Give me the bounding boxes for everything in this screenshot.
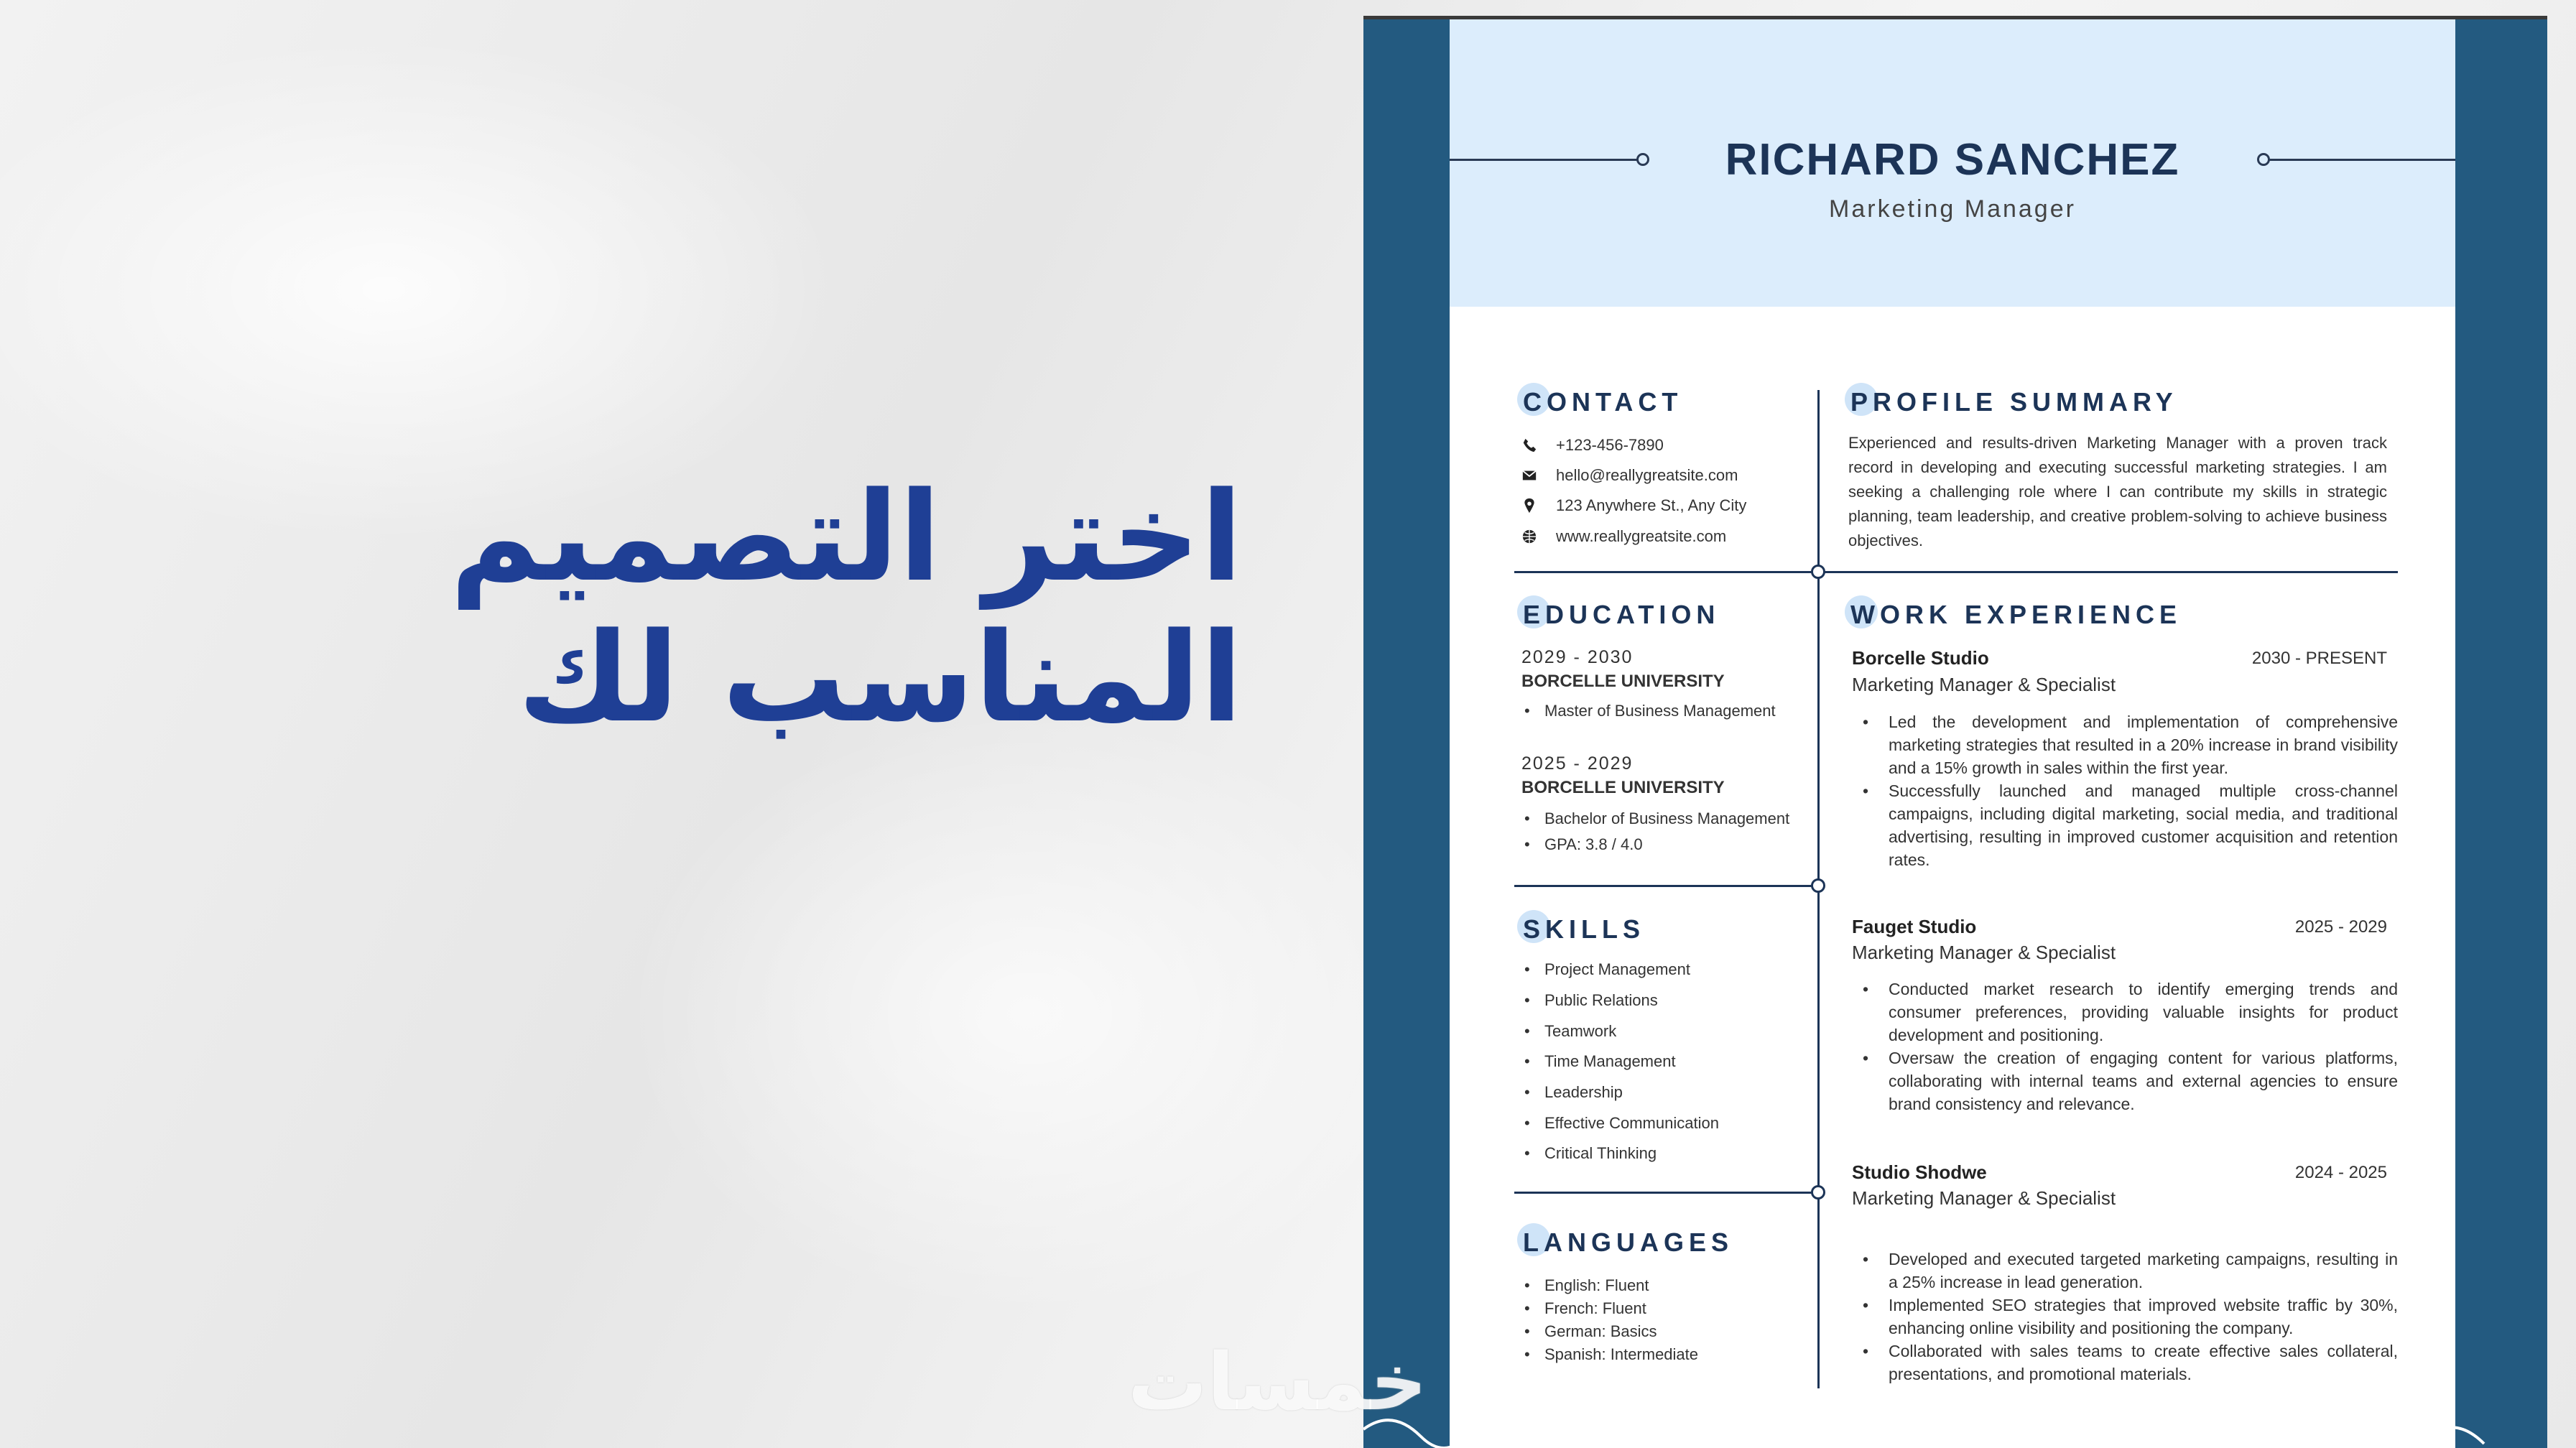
headline-line-1: اختر التصميم — [450, 465, 1243, 609]
skill-item: • Time Management — [1524, 1052, 1676, 1071]
skill-item: • Critical Thinking — [1524, 1144, 1657, 1163]
candidate-title: Marketing Manager — [1829, 195, 2076, 223]
education-heading: EDUCATION — [1523, 600, 1720, 630]
edu-detail: • GPA: 3.8 / 4.0 — [1524, 835, 1643, 854]
job-company-1: Borcelle Studio — [1852, 647, 1989, 669]
skill-item: • Leadership — [1524, 1083, 1623, 1102]
job-company-2: Fauget Studio — [1852, 916, 1977, 937]
khamsat-watermark: خمسات — [1128, 1336, 1427, 1428]
rule-node-3 — [1811, 1185, 1825, 1199]
rule-node-1 — [1811, 565, 1825, 579]
job-bullet: • Implemented SEO strategies that improved website traffic by 30%, enhancing online visibility and positioning the company. — [1863, 1294, 2398, 1340]
section-rule-1 — [1514, 571, 2398, 573]
job-bullets-2 — [1863, 978, 2398, 1115]
job-bullet: • Collaborated with sales teams to create effective sales collateral, presentations, and promotional materials. — [1863, 1340, 2398, 1386]
job-bullet: • Successfully launched and managed multiple cross-channel campaigns, including digital marketing, social media, and traditional advertising, resulting in improved customer acquisition and retention rates. — [1863, 779, 2398, 871]
job-dates-2: 2025 - 2029 — [2294, 917, 2387, 937]
job-dates-3: 2024 - 2025 — [2294, 1163, 2387, 1182]
globe-icon — [1521, 529, 1537, 544]
resume-page — [1450, 19, 2455, 1448]
headline-line-2: المناسب لك — [517, 605, 1243, 750]
rule-node-2 — [1811, 878, 1825, 893]
contact-email: hello@reallygreatsite.com — [1521, 466, 1738, 485]
skill-item: • Teamwork — [1524, 1022, 1616, 1041]
skill-item: • Project Management — [1524, 960, 1690, 979]
job-bullets-3 — [1863, 1248, 2398, 1386]
section-rule-3 — [1514, 1192, 1819, 1194]
phone-icon — [1521, 437, 1537, 453]
job-role-2: Marketing Manager & Specialist — [1852, 942, 2116, 963]
profile-summary-heading: PROFILE SUMMARY — [1850, 387, 2178, 417]
job-bullet: • Oversaw the creation of engaging content for various platforms, collaborating with internal teams and external agencies to ensure brand consistency and relevance. — [1863, 1046, 2398, 1115]
contact-website: www.reallygreatsite.com — [1521, 527, 1726, 546]
job-bullets-1 — [1863, 710, 2398, 871]
job-bullet: • Led the development and implementation of comprehensive marketing strategies that resulted in a 20% increase in brand visibility and a 15% growth in sales within the first year. — [1863, 710, 2398, 779]
arabic-headline — [0, 467, 1243, 748]
profile-summary-text: Experienced and results-driven Marketing Manager with a proven track record in developing and executing successful marketing strategies. I am seeking a challenging role where I can contribute my skills in strategic planning, team leadership, and creative problem-solving to achieve business objectives. — [1848, 434, 2387, 549]
language-item: • French: Fluent — [1524, 1299, 1646, 1318]
edu-detail: • Bachelor of Business Management — [1524, 809, 1789, 828]
languages-heading: LANGUAGES — [1523, 1227, 1733, 1258]
contact-phone: +123-456-7890 — [1521, 436, 1664, 455]
job-dates-1: 2030 - PRESENT — [2251, 649, 2387, 668]
edu-years-1: 2029 - 2030 — [1521, 647, 1634, 667]
candidate-name: RICHARD SANCHEZ — [1725, 135, 2180, 185]
job-company-3: Studio Shodwe — [1852, 1161, 1987, 1183]
edu-school-1: BORCELLE UNIVERSITY — [1521, 672, 1725, 691]
work-experience-heading: WORK EXPERIENCE — [1850, 600, 2182, 630]
skill-item: • Effective Communication — [1524, 1114, 1719, 1133]
edu-detail: • Master of Business Management — [1524, 702, 1776, 720]
contact-heading: CONTACT — [1523, 387, 1682, 417]
mail-icon — [1521, 468, 1537, 483]
job-bullet: • Developed and executed targeted marketing campaigns, resulting in a 25% increase in lead generation. — [1863, 1248, 2398, 1294]
language-item: • German: Basics — [1524, 1322, 1657, 1341]
section-rule-2 — [1514, 885, 1819, 887]
language-item: • Spanish: Intermediate — [1524, 1345, 1698, 1364]
contact-address: 123 Anywhere St., Any City — [1521, 496, 1746, 515]
job-role-3: Marketing Manager & Specialist — [1852, 1187, 2116, 1209]
skill-item: • Public Relations — [1524, 991, 1658, 1010]
job-role-1: Marketing Manager & Specialist — [1852, 674, 2116, 695]
language-item: • English: Fluent — [1524, 1276, 1649, 1295]
skills-heading: SKILLS — [1523, 914, 1645, 945]
edu-years-2: 2025 - 2029 — [1521, 753, 1634, 774]
job-bullet: • Conducted market research to identify emerging trends and consumer preferences, providing valuable insights for product development and positioning. — [1863, 978, 2398, 1046]
location-pin-icon — [1521, 498, 1537, 514]
edu-school-2: BORCELLE UNIVERSITY — [1521, 778, 1725, 797]
resume-header — [1450, 19, 2455, 307]
